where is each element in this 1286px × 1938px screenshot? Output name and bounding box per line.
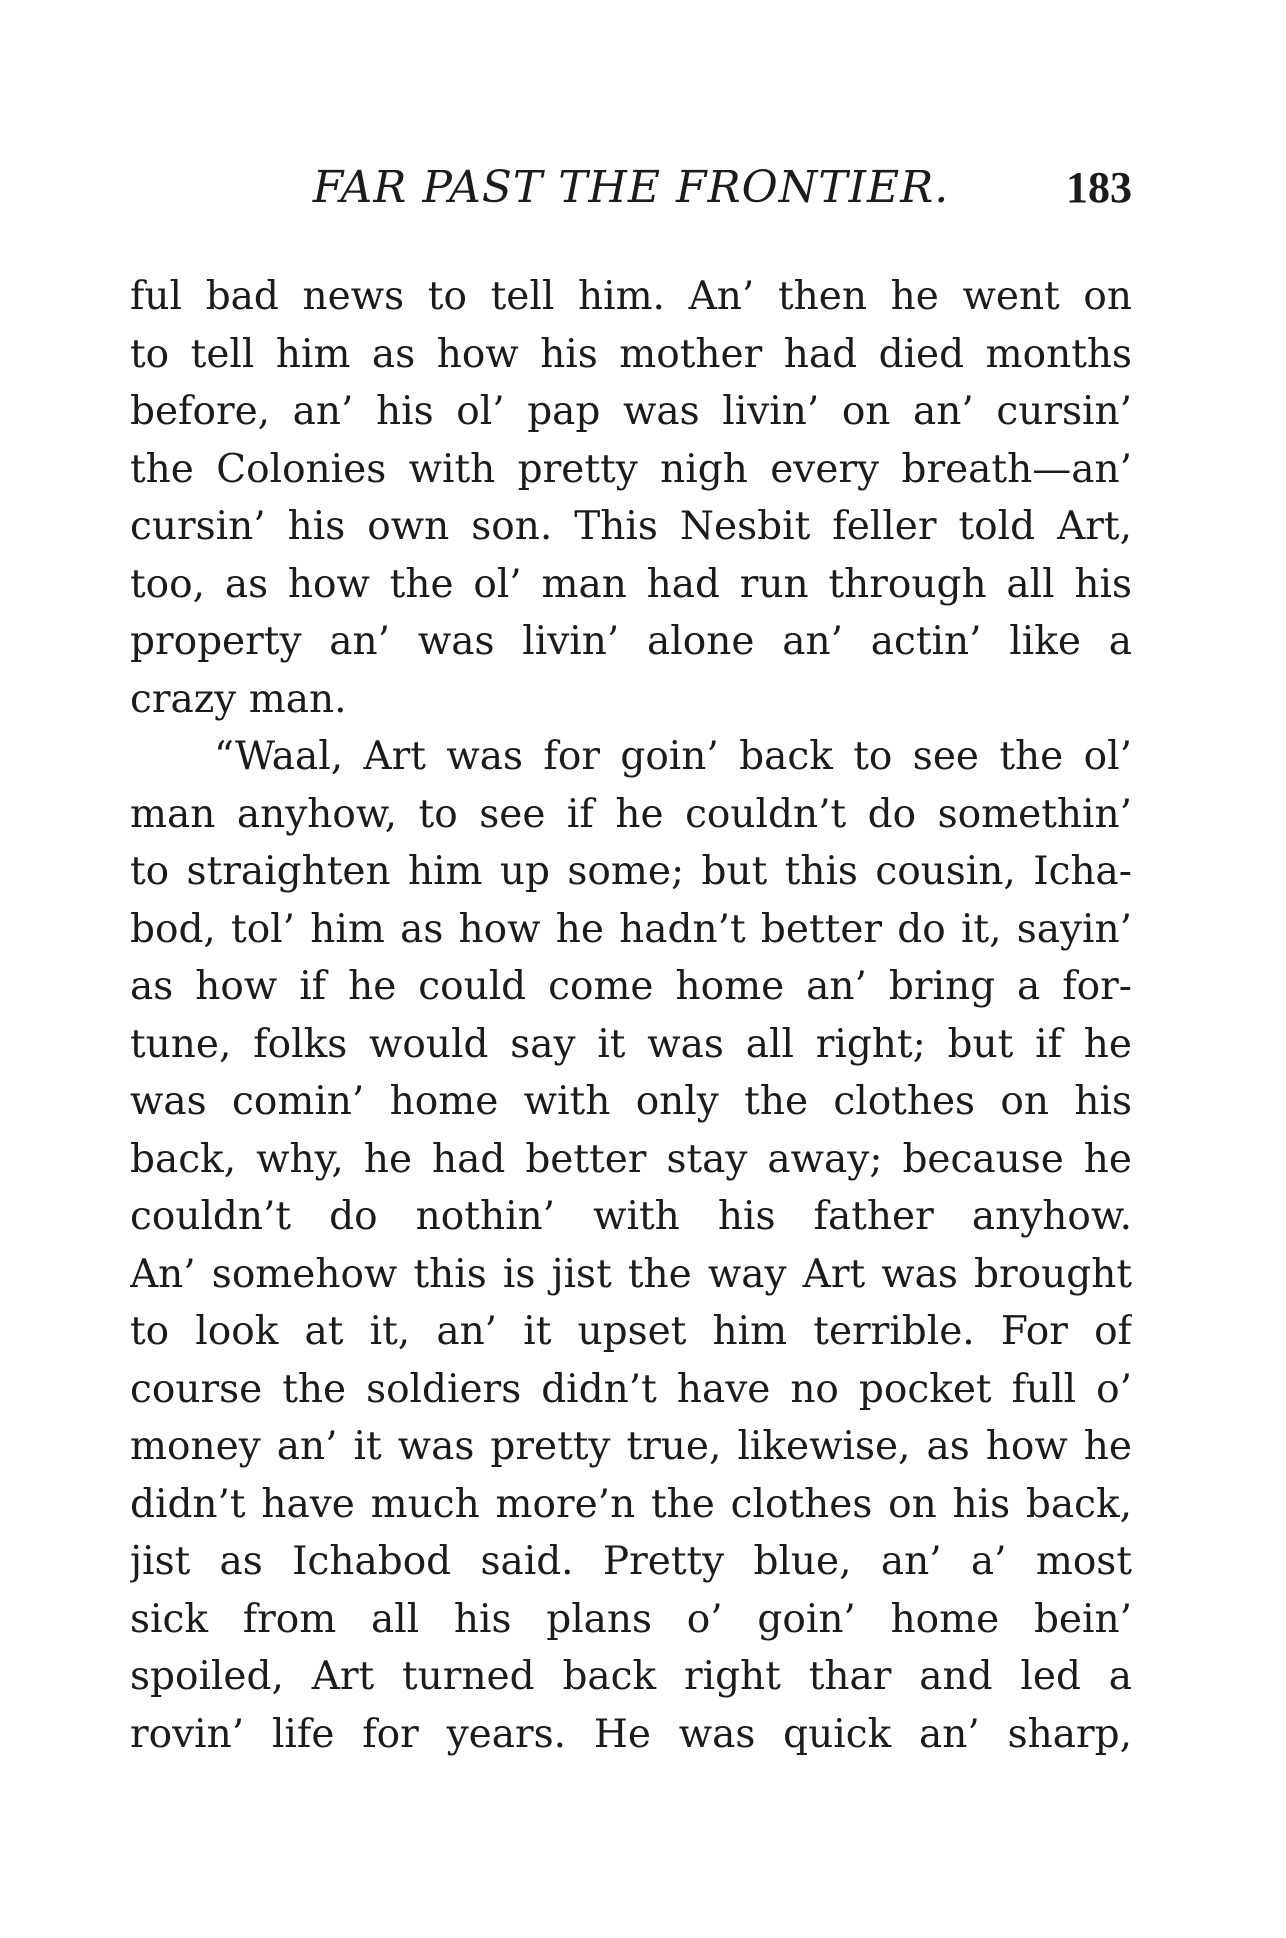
text-line: as how if he could come home an’ bring a for- [130, 964, 1132, 1009]
text-line: spoiled, Art turned back right thar and led a [130, 1654, 1132, 1699]
text-line: property an’ was livin’ alone an’ actin’ like a [130, 619, 1132, 664]
text-line: crazy man. [130, 676, 347, 722]
text-line: to look at it, an’ it upset him terrible. For of [130, 1309, 1132, 1354]
text-line: didn’t have much more’n the clothes on his back, [130, 1481, 1132, 1527]
text-line: An’ somehow this is jist the way Art was brought [130, 1251, 1132, 1297]
text-line: money an’ it was pretty true, likewise, as how he [130, 1424, 1132, 1469]
text-line: sick from all his plans o’ goin’ home bein’ [130, 1596, 1132, 1642]
text-line: jist as Ichabod said. Pretty blue, an’ a’ most [130, 1539, 1132, 1584]
text-line: “Waal, Art was for goin’ back to see the ol’ [214, 734, 1132, 779]
text-line: tune, folks would say it was all right; but if he [130, 1021, 1132, 1067]
running-head [130, 158, 1132, 218]
running-title: FAR PAST THE FRONTIER. [312, 162, 950, 213]
text-line: cursin’ his own son. This Nesbit feller told Art, [130, 504, 1132, 549]
text-line: man anyhow, to see if he couldn’t do somethin’ [130, 791, 1132, 837]
text-line: back, why, he had better stay away; because he [130, 1136, 1132, 1182]
text-line: course the soldiers didn’t have no pocket full o’ [130, 1366, 1132, 1412]
text-line: the Colonies with pretty nigh every breath—an’ [130, 446, 1132, 492]
text-line: to straighten him up some; but this cousin, Icha- [130, 849, 1132, 894]
body-text [130, 268, 1132, 1763]
text-line: to tell him as how his mother had died months [130, 331, 1132, 377]
text-line: couldn’t do nothin’ with his father anyhow. [130, 1194, 1132, 1239]
text-line: rovin’ life for years. He was quick an’ sharp, [130, 1711, 1132, 1757]
text-line: ful bad news to tell him. An’ then he went on [130, 274, 1132, 319]
text-line: too, as how the ol’ man had run through all his [130, 561, 1132, 607]
text-line: bod, tol’ him as how he hadn’t better do it, sayin’ [130, 906, 1132, 952]
page-number: 183 [1066, 163, 1132, 212]
text-line: was comin’ home with only the clothes on his [130, 1079, 1132, 1124]
text-line: before, an’ his ol’ pap was livin’ on an’ cursin’ [130, 389, 1132, 434]
